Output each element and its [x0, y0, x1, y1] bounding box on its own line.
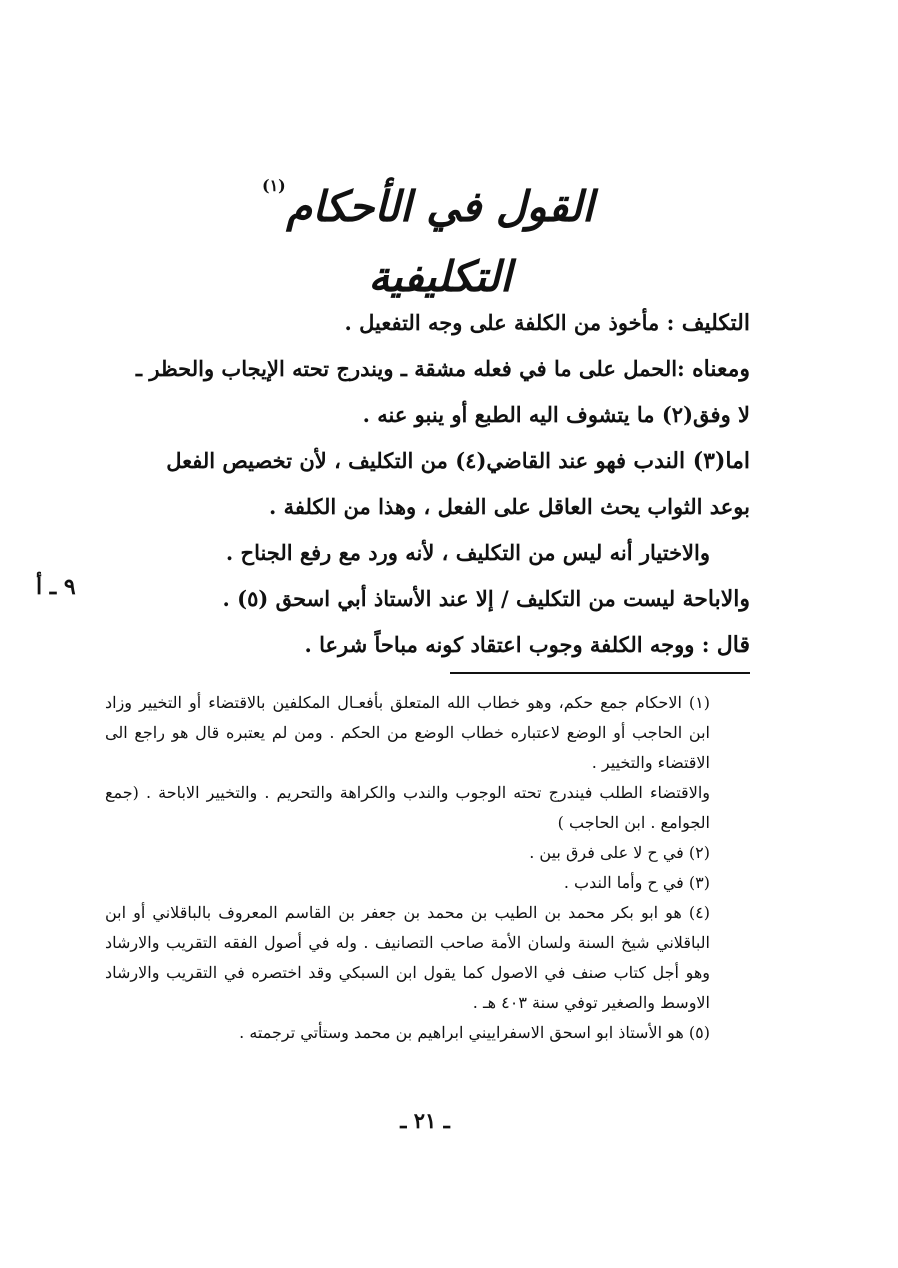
line-text: بوعد الثواب يحث العاقل على الفعل ، وهذا من الكلفة .: [268, 494, 750, 519]
body-line: [108, 484, 750, 530]
footnote: (٥) هو الأستاذ ابو اسحق الاسفراييني ابراهيم بن محمد وستأتي ترجمته .: [239, 1023, 710, 1042]
line-lead: والاباحة: [682, 586, 750, 612]
line-text: لا وفق(٢) ما يتشوف اليه الطبع أو ينبو عنه .: [362, 402, 750, 427]
line-text: والاختيار أنه ليس من التكليف ، لأنه ورد مع رفع الجناح .: [225, 540, 710, 565]
body-line: [108, 438, 750, 484]
main-text: [108, 300, 750, 668]
body-line: [108, 530, 750, 576]
line-text: ليست من التكليف / إلا عند الأستاذ أبي اسحق (٥) .: [222, 586, 683, 611]
line-lead: التكليف: [681, 310, 750, 336]
footnote: (٢) في ح لا على فرق بين .: [529, 843, 710, 862]
title-footnote-marker: (١): [262, 176, 286, 195]
manuscript-folio-note: ٩ ـ أ: [36, 574, 76, 600]
line-text: : مأخوذ من الكلفة على وجه التفعيل .: [344, 310, 682, 335]
footnote: (٣) في ح وأما الندب .: [563, 873, 710, 892]
body-line: [108, 622, 750, 668]
footnotes: [105, 688, 750, 1048]
line-text: : ووجه الكلفة وجوب اعتقاد كونه مباحاً شرعا .: [304, 632, 717, 657]
footnote-divider: [450, 672, 750, 674]
footnote: (١) الاحكام جمع حكم، وهو خطاب الله المتعلق بأفعـال المكلفين بالاقتضاء أو التخيير وزاد ابن الحاجب أو الوضع لاعتباره خطاب الوضع من الحكم . ومن لم يعتبره قال هو راجع الى الاقتضاء والتخيير .: [105, 693, 711, 772]
body-line: [108, 300, 750, 346]
footnote: (٤) هو ابو بكر محمد بن الطيب بن محمد بن جعفر بن القاسم المعروف بالباقلاني أو ابن الباقلاني شيخ السنة ولسان الأمة صاحب التصانيف . وله في أصول الفقه التقريب والارشاد وهو أجل كتاب صنف في الاصول كما يقول ابن السبكي وقد اختصره في التقريب والارشاد الاوسط والصغير توفي سنة ٤٠٣ هـ .: [105, 903, 710, 1012]
body-line: [108, 346, 750, 392]
line-lead: اما(٣) الندب: [633, 448, 750, 474]
line-text: :الحمل على ما في فعله مشقة ـ ويندرج تحته الإيجاب والحظر ـ: [135, 356, 693, 381]
chapter-title: القول في الأحكام التكليفية: [286, 182, 594, 301]
body-line: [108, 576, 750, 622]
line-text: فهو عند القاضي(٤) من التكليف ، لأن تخصيص الفعل: [166, 448, 634, 473]
line-lead: قال: [716, 632, 750, 658]
line-lead: ومعناه: [692, 356, 750, 382]
chapter-heading: [270, 172, 610, 301]
body-line: [108, 392, 750, 438]
page-number: ـ ٢١ ـ: [400, 1108, 450, 1133]
footnote: والاقتضاء الطلب فيندرج تحته الوجوب والندب والكراهة والتحريم . والتخيير الاباحة . (جمع الجوامع . ابن الحاجب ): [105, 783, 710, 832]
